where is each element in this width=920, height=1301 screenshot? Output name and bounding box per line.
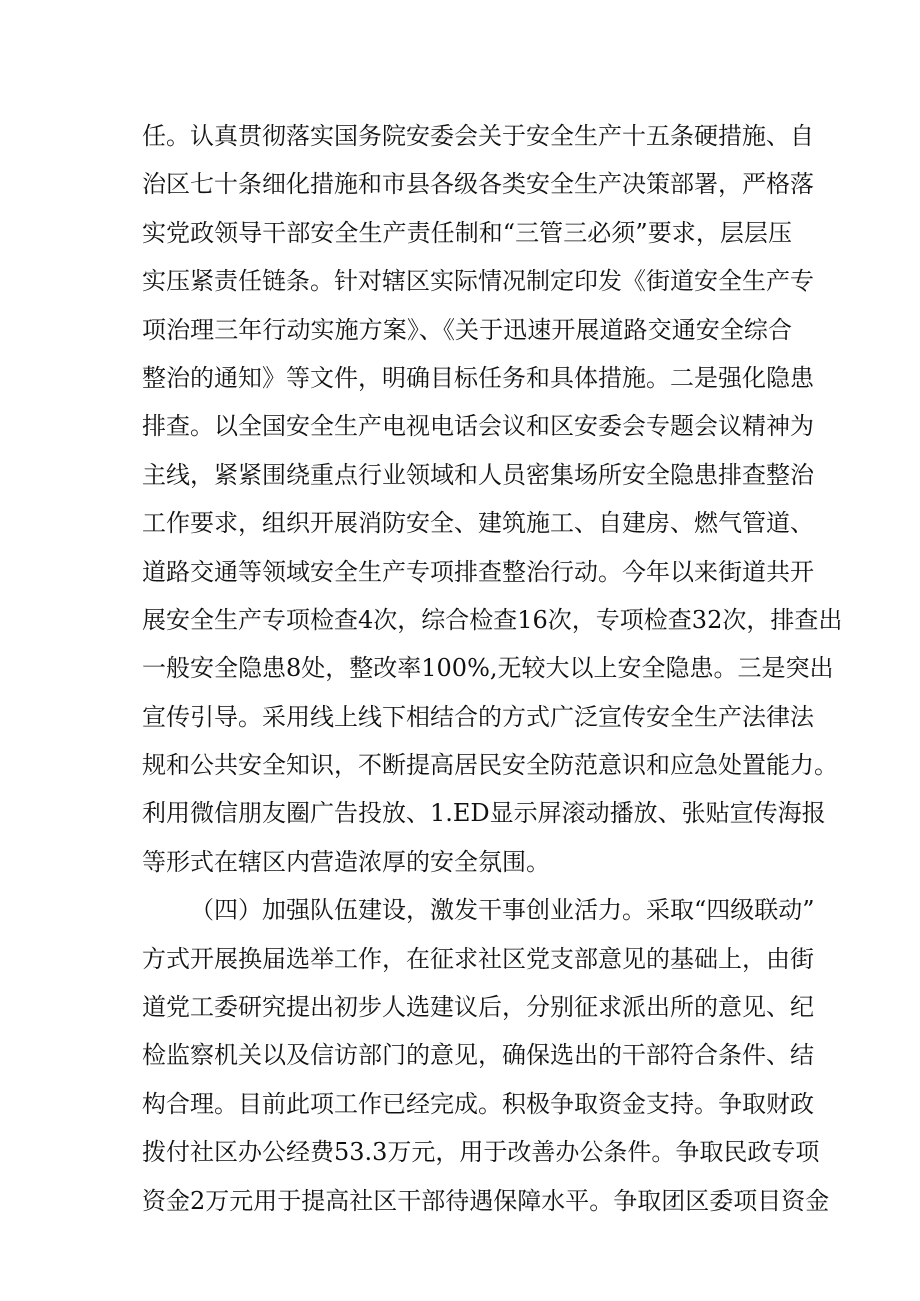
- text-line: 方式开展换届选举工作，在征求社区党支部意见的基础上，由街: [142, 944, 814, 973]
- text-line: 排查。以全国安全生产电视电话会议和区安委会专题会议精神为: [142, 412, 814, 441]
- text-line: 项治理三年行动实施方案》、《关于迅速开展道路交通安全综合: [142, 315, 792, 344]
- paragraph-team-building: [142, 886, 830, 1225]
- text-line: 检监察机关以及信访部门的意见，确保选出的干部符合条件、结: [142, 1041, 814, 1070]
- text-line: 实党政领导干部安全生产责任制和“三管三必须”要求，层层压: [142, 218, 792, 247]
- text-line: （四）加强队伍建设，激发干事创业活力。采取“四级联动”: [190, 896, 815, 925]
- text-line: 宣传引导。采用线上线下相结合的方式广泛宣传安全生产法律法: [142, 702, 814, 731]
- text-line: 展安全生产专项检查4次，综合检查16次，专项检查32次，排查出: [142, 605, 843, 634]
- text-line: 规和公共安全知识，不断提高居民安全防范意识和应急处置能力。: [142, 751, 838, 780]
- document-body: [142, 112, 843, 1225]
- text-line: 构合理。目前此项工作已经完成。积极争取资金支持。争取财政: [142, 1089, 814, 1118]
- text-line: 资金2万元用于提高社区干部待遇保障水平。争取团区委项目资金: [142, 1186, 830, 1215]
- text-line: 道党工委研究提出初步人选建议后，分别征求派出所的意见、纪: [142, 993, 814, 1022]
- text-line: 拨付社区办公经费53.3万元，用于改善办公条件。争取民政专项: [142, 1138, 820, 1167]
- text-line: 道路交通等领域安全生产专项排查整治行动。今年以来街道共开: [142, 557, 814, 586]
- text-line: 利用微信朋友圈广告投放、1.ED显示屏滚动播放、张贴宣传海报: [142, 799, 826, 828]
- text-line: 实压紧责任链条。针对辖区实际情况制定印发《街道安全生产专: [142, 267, 814, 296]
- text-line: 工作要求，组织开展消防安全、建筑施工、自建房、燃气管道、: [142, 509, 814, 538]
- text-line: 等形式在辖区内营造浓厚的安全氛围。: [142, 847, 550, 876]
- text-line: 任。认真贯彻落实国务院安委会关于安全生产十五条硬措施、自: [142, 122, 814, 150]
- text-line: 整治的通知》等文件，明确目标任务和具体措施。二是强化隐患: [142, 363, 814, 392]
- text-line: 主线，紧紧围绕重点行业领域和人员密集场所安全隐患排查整治: [142, 460, 814, 489]
- text-line: 治区七十条细化措施和市县各级各类安全生产决策部署，严格落: [142, 170, 814, 199]
- text-line: 一般安全隐患8处，整改率100%,无较大以上安全隐患。三是突出: [142, 654, 834, 683]
- paragraph-safety-production: [142, 112, 843, 886]
